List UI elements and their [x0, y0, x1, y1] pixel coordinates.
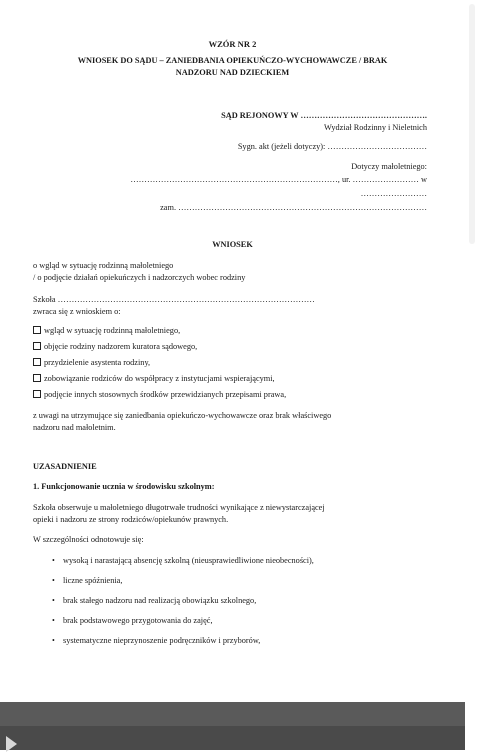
checkbox-icon	[33, 358, 41, 366]
bullet-icon: •	[52, 616, 55, 625]
residence-line: zam. ………………………………………………………………………………	[160, 203, 427, 212]
bullet-icon: •	[52, 596, 55, 605]
bullet-icon: •	[52, 576, 55, 585]
minor-details-line-end: ……………………	[360, 189, 427, 198]
checkbox-icon	[33, 326, 41, 334]
observation-item: brak podstawowego przygotowania do zajęć,	[63, 616, 213, 625]
section1-paragraph-2: W szczególności odnotowuje się:	[33, 535, 144, 544]
checkbox-icon	[33, 374, 41, 382]
motion-heading: WNIOSEK	[212, 240, 253, 249]
toolbar-band	[0, 702, 465, 726]
school-line: Szkoła …………………………………………………………………………………	[33, 295, 315, 304]
request-item: objęcie rodziny nadzorem kuratora sądowego,	[33, 342, 197, 352]
document-title: WZÓR NR 2	[208, 39, 257, 49]
observation-item: liczne spóźnienia,	[63, 576, 123, 585]
motion-intro-1: o wgląd w sytuację rodzinną małoletniego	[33, 261, 174, 270]
case-number: Sygn. akt (jeżeli dotyczy): ………………………………	[237, 142, 427, 151]
requests-label: zwraca się z wnioskiem o:	[33, 307, 121, 316]
section1-paragraph-line2: opieki i nadzoru ze strony rodziców/opiekunów prawnych.	[33, 515, 229, 524]
reason-line-1: z uwagi na utrzymujące się zaniedbania opiekuńczo-wychowawcze oraz brak właściwego	[33, 411, 332, 420]
document-subtitle-line2: NADZORU NAD DZIECKIEM	[175, 68, 290, 77]
motion-intro-2: / o podjęcie działań opiekuńczych i nadzorczych wobec rodziny	[33, 273, 246, 282]
document-subtitle-line1: WNIOSEK DO SĄDU – ZANIEDBANIA OPIEKUŃCZO-WYCHOWAWCZE / BRAK	[77, 56, 388, 65]
request-item: podjęcie innych stosownych środków przewidzianych przepisami prawa,	[33, 390, 286, 400]
bullet-icon: •	[52, 636, 55, 645]
section1-paragraph-line1: Szkoła obserwuje u małoletniego długotrwałe trudności wynikające z niewystarczającej	[33, 503, 325, 512]
scrollbar-thumb[interactable]	[469, 4, 475, 244]
reason-line-2: nadzoru nad małoletnim.	[33, 423, 116, 432]
concerning-label: Dotyczy małoletniego:	[351, 162, 427, 171]
checkbox-icon	[33, 342, 41, 350]
observation-item: brak stałego nadzoru nad realizacją obowiązku szkolnego,	[63, 596, 257, 605]
request-item: wgląd w sytuację rodzinną małoletniego,	[33, 326, 180, 336]
request-item: zobowiązanie rodziców do współpracy z instytucjami wspierającymi,	[33, 374, 275, 384]
bullet-icon: •	[52, 556, 55, 565]
minor-details-line: …………………………………………………………………, ur. …………………… w	[130, 175, 427, 184]
checkbox-icon	[33, 390, 41, 398]
observation-item: wysoką i narastającą absencję szkolną (nieusprawiedliwione nieobecności),	[63, 556, 314, 565]
bottom-toolbar	[0, 702, 465, 750]
observation-item: systematyczne nieprzynoszenie podręczników i przyborów,	[63, 636, 261, 645]
section1-heading: 1. Funkcjonowanie ucznia w środowisku szkolnym:	[33, 482, 215, 491]
court-department: Wydział Rodzinny i Nieletnich	[324, 123, 427, 132]
justification-heading: UZASADNIENIE	[33, 462, 97, 471]
request-item: przydzielenie asystenta rodziny,	[33, 358, 150, 368]
court-name: SĄD REJONOWY W ……………………………………….	[221, 111, 427, 120]
